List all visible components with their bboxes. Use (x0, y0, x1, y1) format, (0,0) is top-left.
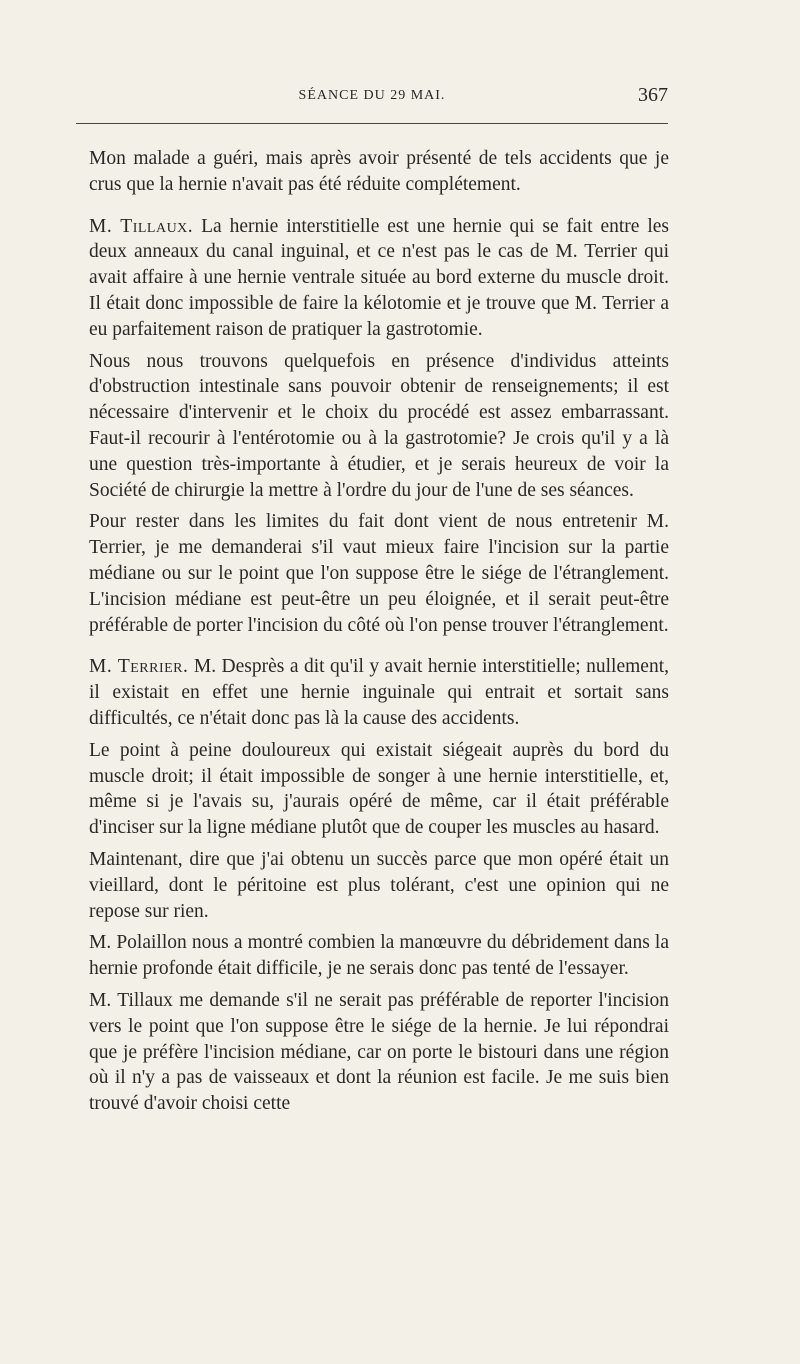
paragraph-text: Nous nous trouvons quelquefois en présence d'individus atteints d'obstruction intestinale sans pouvoir obtenir de renseignements; il est nécessaire d'intervenir et le choix du procédé est assez embarrassant. Faut-il recourir à l'entérotomie ou à la gastrotomie? Je crois qu'il y a là une question très-importante à étudier, et je serais heureux de voir la Société de chirurgie la mettre à l'ordre du jour de l'une de ses séances. (89, 350, 669, 501)
paragraph (89, 988, 669, 1117)
paragraph-text: Maintenant, dire que j'ai obtenu un succès parce que mon opéré était un vieillard, dont le péritoine est plus tolérant, c'est une opinion qui ne repose sur rien. (89, 848, 669, 922)
paragraph (89, 654, 669, 731)
body-text (89, 146, 669, 1117)
paragraph-text: M. Polaillon nous a montré combien la manœuvre du débridement dans la hernie profonde était difficile, je ne serais donc pas tenté de l'essayer. (89, 932, 669, 980)
paragraph (89, 349, 669, 504)
paragraph (89, 509, 669, 638)
running-title: SÉANCE DU 29 MAI. (298, 88, 446, 103)
paragraph-text: Le point à peine douloureux qui existait siégeait auprès du bord du muscle droit; il était impossible de songer à une hernie interstitielle, et, même si je l'avais su, j'aurais opéré de même, car il était préférable d'inciser sur la ligne médiane plutôt que de couper les muscles au hasard. (89, 739, 669, 839)
page-header (76, 84, 668, 114)
paragraph-text: La hernie interstitielle est une hernie qui se fait entre les deux anneaux du canal inguinal, et ce n'est pas le cas de M. Terrier qui avait affaire à une hernie ventrale située au bord externe du muscle droit. Il était donc impossible de faire la kélotomie et je trouve que M. Terrier a eu parfaitement raison de pratiquer la gastrotomie. (89, 215, 669, 340)
paragraph (89, 930, 669, 982)
page-number: 367 (638, 84, 668, 106)
paragraph (89, 146, 669, 198)
paragraph-text: Mon malade a guéri, mais après avoir présenté de tels accidents que je crus que la hernie n'avait pas été réduite complétement. (89, 148, 669, 195)
paragraph-text: M. Tillaux me demande s'il ne serait pas préférable de reporter l'incision vers le point que l'on suppose être le siége de la hernie. Je lui répondrai que je préfère l'incision médiane, car on porte le bistouri dans une région où il n'y a pas de vaisseaux et dont la réunion est facile. Je me suis bien trouvé d'avoir choisi cette (89, 989, 669, 1115)
speaker-name: M. Tillaux. (89, 215, 194, 237)
paragraph (89, 214, 669, 343)
speaker-name: M. Terrier. (89, 656, 189, 678)
paragraph (89, 738, 669, 841)
paragraph-text: Pour rester dans les limites du fait dont vient de nous entretenir M. Terrier, je me demanderai s'il vaut mieux faire l'incision sur la partie médiane ou sur le point que l'on suppose être le siége de l'étranglement. L'incision médiane est peut-être un peu éloignée, et il serait peut-être préférable de porter l'incision du côté où l'on pense trouver l'étranglement. (89, 511, 669, 636)
paragraph (89, 847, 669, 924)
header-rule (76, 123, 668, 124)
paragraph-text: M. Desprès a dit qu'il y avait hernie interstitielle; nullement, il existait en effet une hernie inguinale qui entrait et sortait sans difficultés, ce n'était donc pas là la cause des accidents. (89, 656, 669, 729)
